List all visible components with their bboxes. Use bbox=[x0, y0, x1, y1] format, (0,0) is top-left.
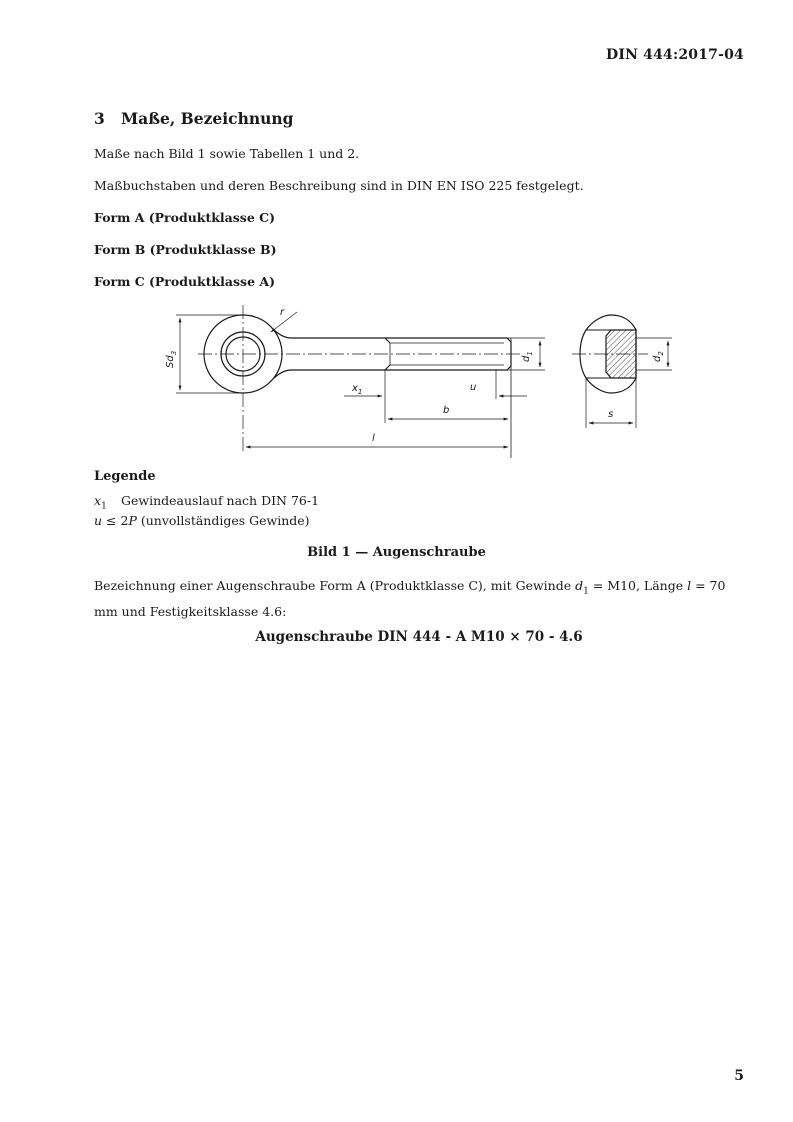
section-number: 3 bbox=[94, 109, 105, 128]
label-l: l bbox=[372, 433, 375, 444]
paragraph-symbols: Maßbuchstaben und deren Beschreibung sind in DIN EN ISO 225 festgelegt. bbox=[94, 178, 584, 193]
side-view-hatched-section bbox=[606, 330, 636, 378]
designation-example: Augenschraube DIN 444 - A M10 × 70 - 4.6 bbox=[255, 629, 583, 645]
label-sd3: $Sd_3$ bbox=[165, 350, 178, 368]
label-b: b bbox=[443, 405, 450, 416]
section-title: Maße, Bezeichnung bbox=[121, 109, 294, 128]
label-d1: $d_1$ bbox=[521, 351, 534, 362]
shank-bottom-edge bbox=[274, 370, 507, 378]
label-s: s bbox=[608, 409, 614, 420]
label-u: u bbox=[470, 382, 477, 393]
figure-caption: Bild 1 — Augenschraube bbox=[307, 545, 486, 560]
legend-item: u ≤ 2P (unvollständiges Gewinde) bbox=[94, 513, 310, 528]
paragraph-dimensions: Maße nach Bild 1 sowie Tabellen 1 und 2. bbox=[94, 146, 360, 161]
form-a-label: Form A (Produktklasse C) bbox=[94, 210, 275, 225]
legend-symbol: $x_1$ bbox=[94, 493, 107, 512]
page-number: 5 bbox=[734, 1068, 744, 1084]
form-b-label: Form B (Produktklasse B) bbox=[94, 242, 277, 257]
form-c-label: Form C (Produktklasse A) bbox=[94, 274, 275, 289]
legend-item: $x_1$ Gewindeauslauf nach DIN 76-1 bbox=[94, 493, 320, 512]
label-r: r bbox=[280, 307, 285, 318]
designation-paragraph: Bezeichnung einer Augenschraube Form A (Produktklasse C), mit Gewinde $d_1 = M10$, Länge l = 70 mm und Festigkeitsklasse 4.6: bbox=[94, 578, 726, 619]
document-id-header: DIN 444:2017-04 bbox=[605, 47, 744, 63]
eye-bolt-drawing bbox=[0, 0, 793, 470]
label-d2: $d_2$ bbox=[652, 351, 665, 362]
label-x1: $x_1$ bbox=[352, 383, 363, 396]
legend-title: Legende bbox=[94, 469, 156, 484]
shank-top-edge bbox=[274, 330, 507, 338]
